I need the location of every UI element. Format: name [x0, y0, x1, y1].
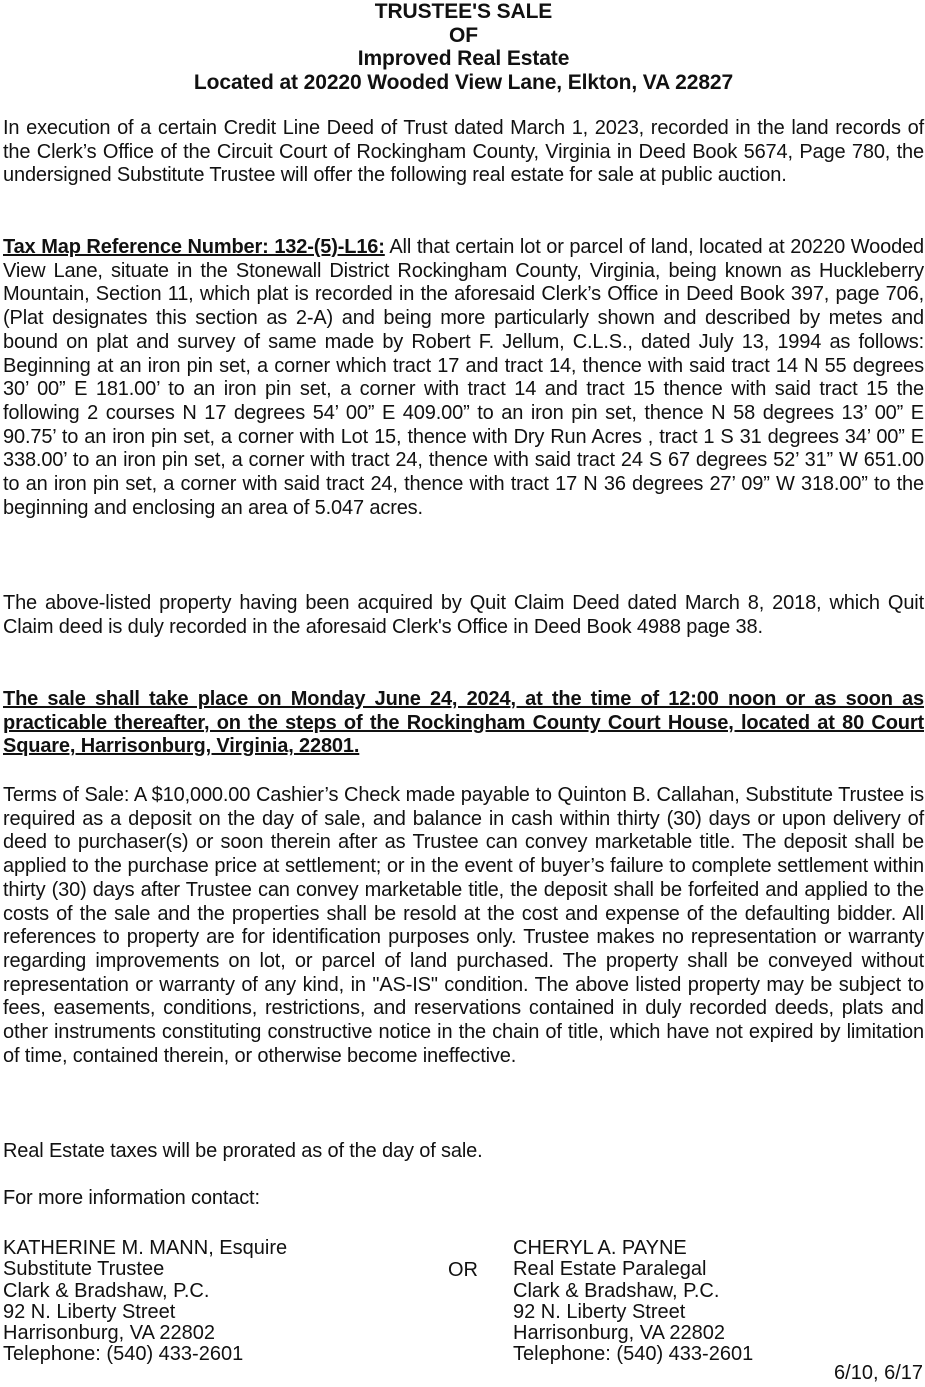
publication-dates: 6/10, 6/17	[834, 1362, 923, 1384]
taxes-paragraph: Real Estate taxes will be prorated as of the day of sale.	[3, 1140, 483, 1162]
notice-title	[3, 0, 924, 94]
contact-city: Harrisonburg, VA 22802	[513, 1322, 725, 1345]
terms-of-sale-paragraph: Terms of Sale: A $10,000.00 Cashier’s Check made payable to Quinton B. Callahan, Substitute Trustee is required as a deposit on the day of sale, and balance in cash within thirty (30) days or upon delivery of deed to purchaser(s) or soon therein after as Trustee can convey marketable title. The deposit shall be applied to the purchase price at settlement; or in the event of buyer’s failure to complete settlement within thirty (30) days after Trustee can convey marketable title, the deposit shall be forfeited and applied to the costs of the sale and the properties shall be resold at the cost and expense of the defaulting bidder. All references to property are for identification purposes only. Trustee makes no representation or warranty regarding improvements on lot, or parcel of land purchased. The property shall be conveyed without representation or warranty of any kind, in "AS-IS" condition. The above listed property may be subject to fees, easements, conditions, restrictions, and reservations contained in duly recorded deeds, plats and other instruments constituting constructive notice in the chain of title, which have not expired by limitation of time, contained therein, or otherwise become ineffective.	[3, 784, 924, 1067]
contact-block-trustee	[3, 1238, 287, 1366]
contact-city: Harrisonburg, VA 22802	[3, 1322, 215, 1345]
contact-firm: Clark & Bradshaw, P.C.	[3, 1279, 210, 1302]
contact-firm: Clark & Bradshaw, P.C.	[513, 1279, 720, 1302]
contact-role: Substitute Trustee	[3, 1258, 165, 1281]
contact-phone: Telephone: (540) 433-2601	[3, 1343, 244, 1366]
sale-time-place-paragraph: The sale shall take place on Monday June 24, 2024, at the time of 12:00 noon or as soon as practicable thereafter, on the steps of the Rockingham County Court House, located at 80 Court Square, Harrisonburg, Virginia, 22801.	[3, 688, 924, 758]
acquisition-paragraph: The above-listed property having been acquired by Quit Claim Deed dated March 8, 2018, which Quit Claim deed is duly recorded in the aforesaid Clerk's Office in Deed Book 4988 page 38.	[3, 592, 924, 638]
contact-block-paralegal	[513, 1238, 753, 1366]
title-line-3: Improved Real Estate	[357, 47, 570, 70]
contact-name: CHERYL A. PAYNE	[513, 1237, 687, 1259]
property-description: All that certain lot or parcel of land, located at 20220 Wooded View Lane, situate in the Stonewall District Rockingham County, Virginia, being known as Huckleberry Mountain, Section 11, which plat is recorded in the aforesaid Clerk’s Office in Deed Book 397, page 706, (Plat designates this section as 2-A) and being more particularly shown and described by metes and bound on plat and survey of same made by Robert F. Jellum, C.L.S., dated July 13, 1994 as follows: Beginning at an iron pin set, a corner which tract 17 and tract 14, thence with said tract 14 N 55 degrees 30’ 00” E 181.00’ to an iron pin set, a corner with tract 14 and tract 15 thence with said tract 15 the following 2 courses N 17 degrees 54’ 00” E 409.00” to an iron pin set, thence N 58 degrees 13’ 00” E 90.75’ to an iron pin set, a corner with Lot 15, thence with Dry Run Acres , tract 1 S 31 degrees 34’ 00” E 338.00’ to an iron pin set, a corner with tract 24, thence with said tract 24 S 67 degrees 52’ 31” W 651.00 to an iron pin set, a corner with said tract 24, thence with tract 17 N 36 degrees 27’ 09” W 318.00” to the beginning and enclosing an area of 5.047 acres.	[3, 236, 924, 519]
contact-street: 92 N. Liberty Street	[513, 1300, 686, 1323]
or-separator: OR	[448, 1259, 478, 1281]
more-info-label: For more information contact:	[3, 1187, 260, 1209]
contact-name: KATHERINE M. MANN, Esquire	[3, 1237, 288, 1259]
title-line-4: Located at 20220 Wooded View Lane, Elkton, VA 22827	[193, 70, 734, 94]
property-description-paragraph	[3, 236, 924, 520]
title-line-2: OF	[449, 23, 478, 47]
tax-map-reference: Tax Map Reference Number: 132-(5)-L16:	[3, 236, 385, 258]
contact-phone: Telephone: (540) 433-2601	[513, 1343, 754, 1366]
title-line-1: TRUSTEE'S SALE	[374, 0, 553, 23]
contact-role: Real Estate Paralegal	[513, 1258, 707, 1281]
contact-street: 92 N. Liberty Street	[3, 1300, 176, 1323]
intro-paragraph: In execution of a certain Credit Line Deed of Trust dated March 1, 2023, recorded in the land records of the Clerk’s Office of the Circuit Court of Rockingham County, Virginia in Deed Book 5674, Page 780, the undersigned Substitute Trustee will offer the following real estate for sale at public auction.	[3, 117, 924, 187]
